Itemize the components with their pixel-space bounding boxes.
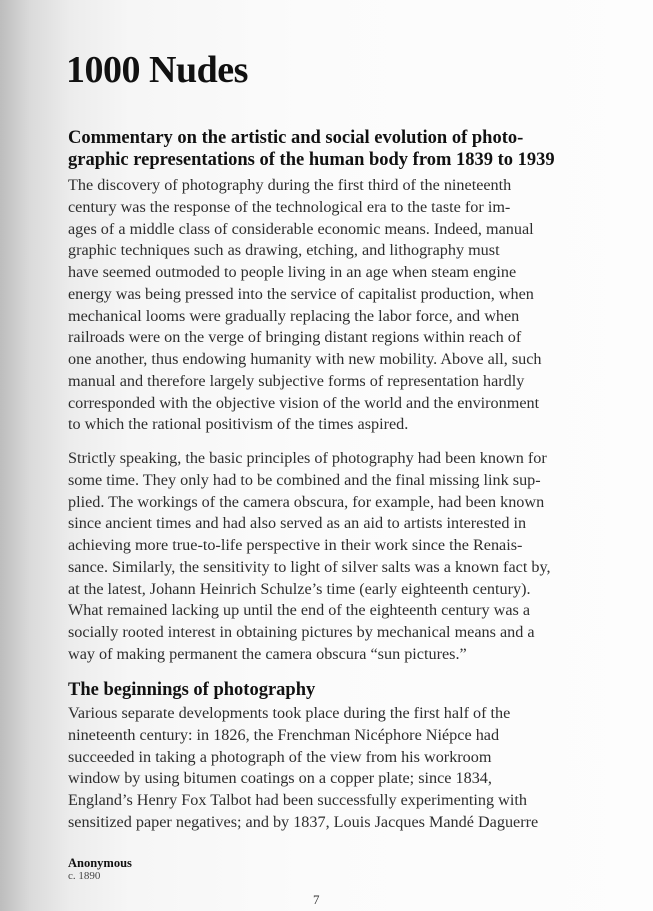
text-line: mechanical looms were gradually replacing the labor force, and when: [68, 306, 520, 325]
text-line: at the latest, Johann Heinrich Schulze’s time (early eighteenth century).: [68, 579, 531, 598]
text-line: to which the rational positivism of the times aspired.: [68, 415, 409, 434]
text-line: one another, thus endowing humanity with new mobility. Above all, such: [68, 350, 542, 368]
text-line: Various separate developments took place during the first half of the: [68, 704, 511, 722]
text-line: energy was being pressed into the service of capitalist production, when: [68, 284, 534, 303]
text-line: nineteenth century: in 1826, the Frenchman Nicéphore Niépce had: [68, 725, 500, 744]
paragraph-beginnings: [68, 703, 628, 834]
text-line: The discovery of photography during the first third of the nineteenth: [68, 176, 512, 194]
caption-photographer: Anonymous: [68, 856, 132, 870]
paragraph-discovery: [68, 175, 628, 436]
section-heading-commentary: [68, 128, 628, 171]
heading-line: Commentary on the artistic and social evolution of photo-: [68, 128, 524, 148]
text-line: achieving more true-to-life perspective in their work since the Renais-: [68, 536, 523, 554]
text-line: window by using bitumen coatings on a copper plate; since 1834,: [68, 769, 492, 788]
page-number: 7: [313, 892, 320, 907]
text-line: railroads were on the verge of bringing distant regions within reach of: [68, 328, 522, 347]
paragraph-principles: [68, 448, 628, 666]
heading-line: graphic representations of the human body from 1839 to 1939: [68, 149, 555, 170]
text-line: century was the response of the technological era to the taste for im-: [68, 197, 511, 216]
text-line: some time. They only had to be combined and the final missing link sup-: [68, 470, 541, 489]
text-line: have seemed outmoded to people living in an age when steam engine: [68, 263, 517, 281]
book-title: 1000 Nudes: [66, 49, 248, 91]
section-heading-beginnings: The beginnings of photography: [68, 680, 316, 700]
text-line: plied. The workings of the camera obscura, for example, had been known: [68, 492, 545, 511]
text-line: sensitized paper negatives; and by 1837, Louis Jacques Mandé Daguerre: [68, 812, 539, 831]
text-line: socially rooted interest in obtaining pictures by mechanical means and a: [68, 623, 535, 641]
text-line: Strictly speaking, the basic principles of photography had been known for: [68, 449, 547, 467]
text-line: graphic techniques such as drawing, etching, and lithography must: [68, 241, 500, 260]
text-line: succeeded in taking a photograph of the view from his workroom: [68, 747, 492, 766]
text-line: way of making permanent the camera obscura “sun pictures.”: [68, 644, 467, 663]
text-line: What remained lacking up until the end of the eighteenth century was a: [68, 601, 531, 620]
text-line: manual and therefore largely subjective forms of representation hardly: [68, 371, 525, 390]
text-line: corresponded with the objective vision of the world and the environment: [68, 393, 540, 412]
text-line: ages of a middle class of considerable economic means. Indeed, manual: [68, 219, 534, 238]
text-line: since ancient times and had also served as an aid to artists interested in: [68, 514, 527, 533]
caption-date: c. 1890: [68, 870, 101, 882]
text-line: England’s Henry Fox Talbot had been successfully experimenting with: [68, 791, 527, 809]
text-line: sance. Similarly, the sensitivity to light of silver salts was a known fact by,: [68, 557, 551, 576]
